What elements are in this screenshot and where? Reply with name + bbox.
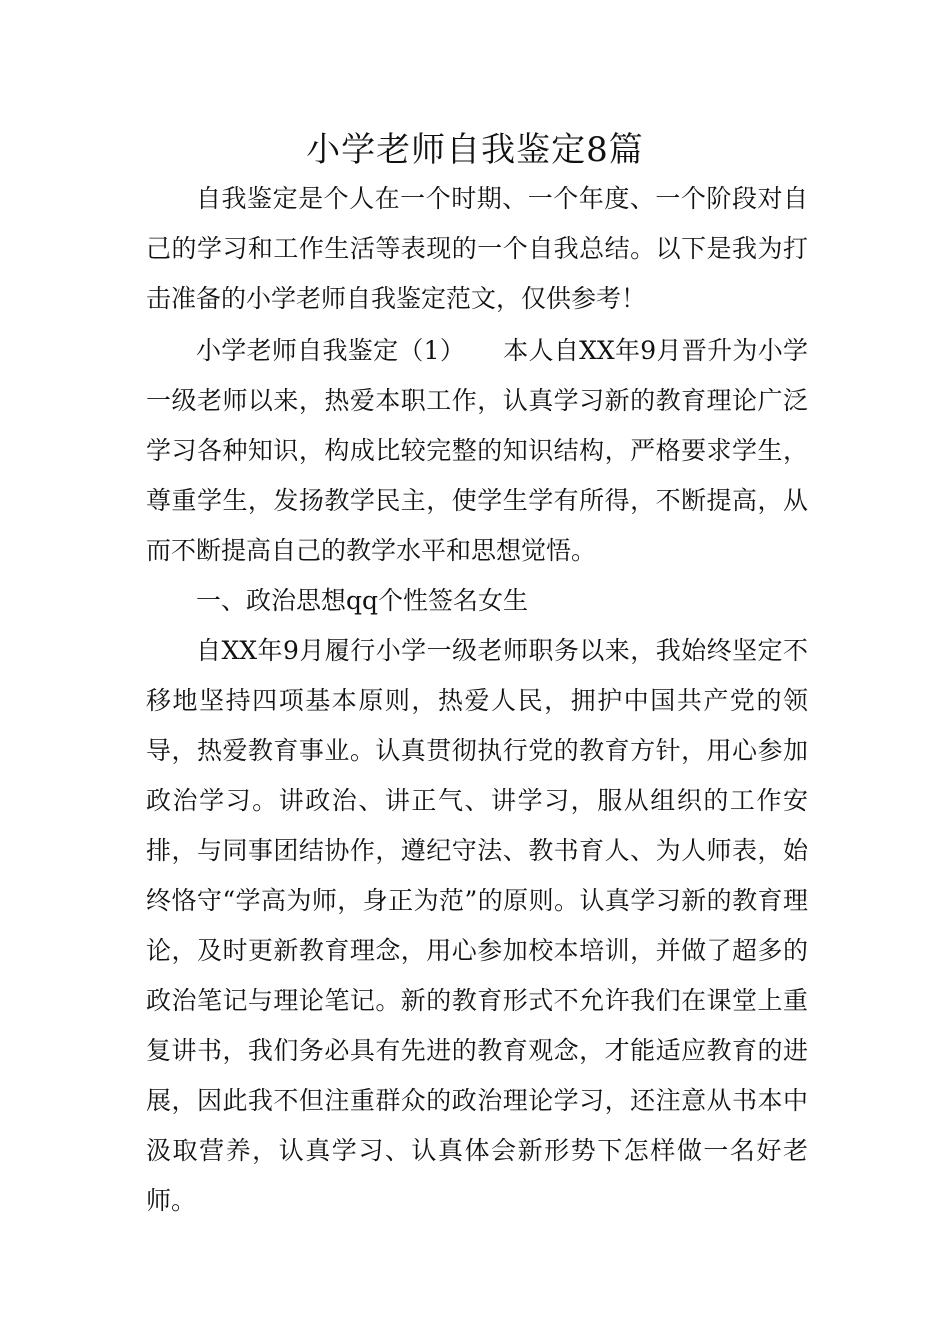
document-title: 小学老师自我鉴定8篇 xyxy=(306,130,644,170)
intro-paragraph: 自我鉴定是个人在一个时期、一个年度、一个阶段对自己的学习和工作生活等表现的一个自我总结。以下是我为打击准备的小学老师自我鉴定范文，仅供参考！ xyxy=(146,184,808,313)
heading-political-thought: 一、政治思想qq个性签名女生 xyxy=(196,586,529,615)
political-thought-paragraph: 自XX年9月履行小学一级老师职务以来，我始终坚定不移地坚持四项基本原则，热爱人民，拥护中国共产党的领导，热爱教育事业。认真贯彻执行党的教育方针，用心参加政治学习。讲政治、讲正气、讲学习，服从组织的工作安排，与同事团结协作，遵纪守法、教书育人、为人师表，始终恪守“学高为师，身正为范”的原则。认真学习新的教育理论，及时更新教育理念，用心参加校本培训，并做了超多的政治笔记与理论笔记。新的教育形式不允许我们在课堂上重复讲书，我们务必具有先进的教育观念，才能适应教育的进展，因此我不但注重群众的政治理论学习，还注意从书本中汲取营养，认真学习、认真体会新形势下怎样做一名好老师。 xyxy=(146,636,808,1215)
section-1-paragraph: 小学老师自我鉴定（1） 本人自XX年9月晋升为小学一级老师以来，热爱本职工作，认真学习新的教育理论广泛学习各种知识，构成比较完整的知识结构，严格要求学生，尊重学生，发扬教学民主，使学生学有所得，不断提高，从而不断提高自己的教学水平和思想觉悟。 xyxy=(146,336,808,565)
document-body xyxy=(146,174,808,1226)
